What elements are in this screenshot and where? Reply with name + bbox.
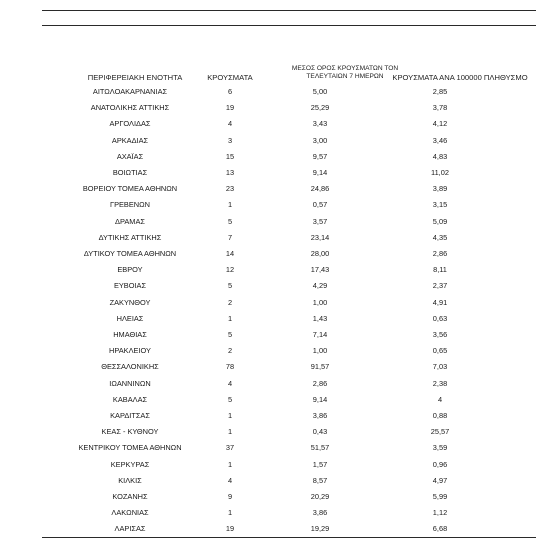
cell-cases: 19 [225,524,235,534]
cell-cases: 13 [225,168,235,177]
cell-avg: 91,57 [310,362,330,372]
cell-avg: 2,86 [312,378,328,388]
cell-avg: 1,00 [312,346,328,356]
cell-region: ΗΛΕΙΑΣ [116,313,144,323]
cell-rate: 4,91 [432,297,448,307]
table-row [0,492,536,508]
cell-rate: 8,11 [433,265,447,275]
table-row [0,281,536,297]
cell-region: ΚΟΖΑΝΗΣ [112,492,148,501]
table-row [0,200,536,216]
table-row [0,330,536,346]
cell-avg: 24,86 [310,184,330,194]
cell-region: ΛΑΚΩΝΙΑΣ [111,508,149,518]
cell-region: ΛΑΡΙΣΑΣ [114,524,146,534]
cell-region: ΔΥΤΙΚΟΥ ΤΟΜΕΑ ΑΘΗΝΩΝ [83,249,177,258]
cell-cases: 9 [227,492,233,501]
cell-rate: 3,78 [432,103,448,113]
table-row [0,346,536,362]
cell-cases: 1 [227,508,233,518]
header-avg-line1: ΜΕΣΟΣ ΟΡΟΣ ΚΡΟΥΣΜΑΤΩΝ ΤΟΝ [291,65,399,72]
cell-avg: 3,43 [312,119,328,129]
cell-cases: 37 [225,443,235,453]
cell-region: ΚΙΛΚΙΣ [118,475,142,485]
cell-cases: 5 [227,281,233,291]
cell-avg: 19,29 [310,524,330,534]
cell-rate: 3,15 [432,200,448,210]
cell-rate: 0,63 [432,313,448,323]
cell-cases: 3 [227,135,233,145]
cell-avg: 1,43 [312,313,328,323]
cell-avg: 3,86 [312,508,328,518]
cell-rate: 2,85 [432,87,448,96]
cell-cases: 5 [227,216,233,226]
cell-region: ΚΕΡΚΥΡΑΣ [110,459,150,469]
cell-avg: 3,86 [312,411,328,420]
table-row [0,379,536,395]
cell-rate: 2,86 [432,249,448,258]
cell-avg: 4,29 [312,281,328,291]
table-row [0,152,536,168]
cell-avg: 20,29 [310,492,330,501]
cell-avg: 3,57 [312,216,328,226]
cell-cases: 4 [227,119,233,129]
cell-rate: 25,57 [430,427,450,437]
cell-cases: 7 [227,232,233,242]
cell-cases: 14 [225,249,235,258]
cell-cases: 2 [227,297,233,307]
cell-cases: 1 [227,411,233,420]
cell-region: ΑΡΓΟΛΙΔΑΣ [109,119,151,129]
cell-cases: 6 [227,87,233,96]
cell-avg: 23,14 [310,232,330,242]
cell-region: ΒΟΙΩΤΙΑΣ [112,168,148,177]
cell-region: ΚΕΝΤΡΙΚΟΥ ΤΟΜΕΑ ΑΘΗΝΩΝ [78,443,182,453]
cell-avg: 51,57 [310,443,330,453]
table-row [0,217,536,233]
cell-rate: 5,99 [432,492,448,501]
table-row [0,460,536,476]
cell-rate: 3,89 [432,184,448,194]
cell-avg: 3,00 [312,135,328,145]
cell-region: ΙΩΑΝΝΙΝΩΝ [109,378,151,388]
cell-cases: 1 [227,200,233,210]
cell-region: ΑΝΑΤΟΛΙΚΗΣ ΑΤΤΙΚΗΣ [90,103,170,113]
cell-cases: 78 [225,362,235,372]
cell-cases: 1 [227,427,233,437]
cell-cases: 19 [225,103,235,113]
cell-region: ΗΜΑΘΙΑΣ [113,330,147,339]
table-row [0,362,536,378]
cell-avg: 1,57 [312,459,328,469]
cell-cases: 5 [227,330,233,339]
header-region: ΠΕΡΙΦΕΡΕΙΑΚΗ ΕΝΟΤΗΤΑ [87,73,183,82]
cell-region: ΑΡΚΑΔΙΑΣ [111,135,149,145]
table-row [0,136,536,152]
table-row [0,184,536,200]
cell-region: ΔΥΤΙΚΗΣ ΑΤΤΙΚΗΣ [98,232,162,242]
cell-avg: 28,00 [310,249,330,258]
table-row [0,395,536,411]
cell-rate: 1,12 [432,508,448,518]
cell-avg: 5,00 [312,87,328,96]
cell-rate: 4,12 [432,119,448,129]
cell-rate: 4,97 [432,475,448,485]
table-row [0,298,536,314]
cell-cases: 23 [225,184,235,194]
cell-rate: 3,59 [432,443,448,453]
cell-rate: 7,03 [432,362,448,372]
cell-avg: 9,57 [312,151,328,161]
table-row [0,508,536,524]
cell-rate: 6,68 [432,524,448,534]
cell-region: ΗΡΑΚΛΕΙΟΥ [109,346,151,356]
cell-avg: 9,14 [312,394,328,404]
cell-region: ΑΙΤΩΛΟΑΚΑΡΝΑΝΙΑΣ [92,87,168,96]
header-avg-line2: ΤΕΛΕΥΤΑΙΩΝ 7 ΗΜΕΡΩΝ [306,73,384,80]
cell-avg: 1,00 [312,297,328,307]
cell-cases: 4 [227,475,233,485]
cell-region: ΚΑΒΑΛΑΣ [112,394,148,404]
table-row [0,119,536,135]
cell-rate: 4 [437,394,443,404]
cell-region: ΑΧΑΪΑΣ [116,151,144,161]
header-cases: ΚΡΟΥΣΜΑΤΑ [207,73,253,82]
cell-rate: 0,65 [432,346,448,356]
table-row [0,476,536,492]
cell-region: ΚΑΡΔΙΤΣΑΣ [110,411,150,420]
table-row [0,427,536,443]
bottom-rule [42,537,536,538]
table-row [0,443,536,459]
cell-cases: 1 [227,313,233,323]
cell-avg: 8,57 [312,475,328,485]
cell-avg: 25,29 [310,103,330,113]
table-row [0,411,536,427]
cell-rate: 3,46 [432,135,448,145]
table-row [0,265,536,281]
cell-avg: 0,57 [312,200,328,210]
cell-region: ΒΟΡΕΙΟΥ ΤΟΜΕΑ ΑΘΗΝΩΝ [82,184,178,194]
cell-rate: 2,37 [432,281,448,291]
cell-rate: 0,96 [432,459,448,469]
cell-cases: 12 [225,265,235,275]
cell-rate: 11,02 [431,168,449,177]
cell-rate: 2,38 [432,378,448,388]
cell-cases: 4 [227,378,233,388]
cell-avg: 0,43 [312,427,328,437]
table-row [0,249,536,265]
cell-cases: 15 [225,151,235,161]
cell-region: ΘΕΣΣΑΛΟΝΙΚΗΣ [101,362,159,372]
cell-avg: 9,14 [312,168,328,177]
cell-region: ΔΡΑΜΑΣ [115,216,145,226]
cell-region: ΖΑΚΥΝΘΟΥ [109,297,151,307]
table-row [0,168,536,184]
cell-region: ΓΡΕΒΕΝΩΝ [110,200,150,210]
cell-rate: 0,88 [432,411,448,420]
table-row [0,103,536,119]
cell-cases: 1 [227,459,233,469]
cell-region: ΕΒΡΟΥ [117,265,143,275]
header-cases-per-100k: ΚΡΟΥΣΜΑΤΑ ΑΝΑ 100000 ΠΛΗΘΥΣΜΟ [392,73,528,82]
cell-rate: 4,83 [432,151,448,161]
cell-cases: 5 [227,394,233,404]
table-row [0,87,536,103]
cell-avg: 17,43 [310,265,330,275]
table-row [0,314,536,330]
cell-avg: 7,14 [312,330,328,339]
cell-region: ΚΕΑΣ - ΚΥΘΝΟΥ [101,427,159,437]
table-row [0,233,536,249]
cell-rate: 4,35 [432,232,448,242]
cell-cases: 2 [227,346,233,356]
cell-rate: 5,09 [432,216,448,226]
cell-rate: 3,56 [432,330,448,339]
cell-region: ΕΥΒΟΙΑΣ [113,281,147,291]
